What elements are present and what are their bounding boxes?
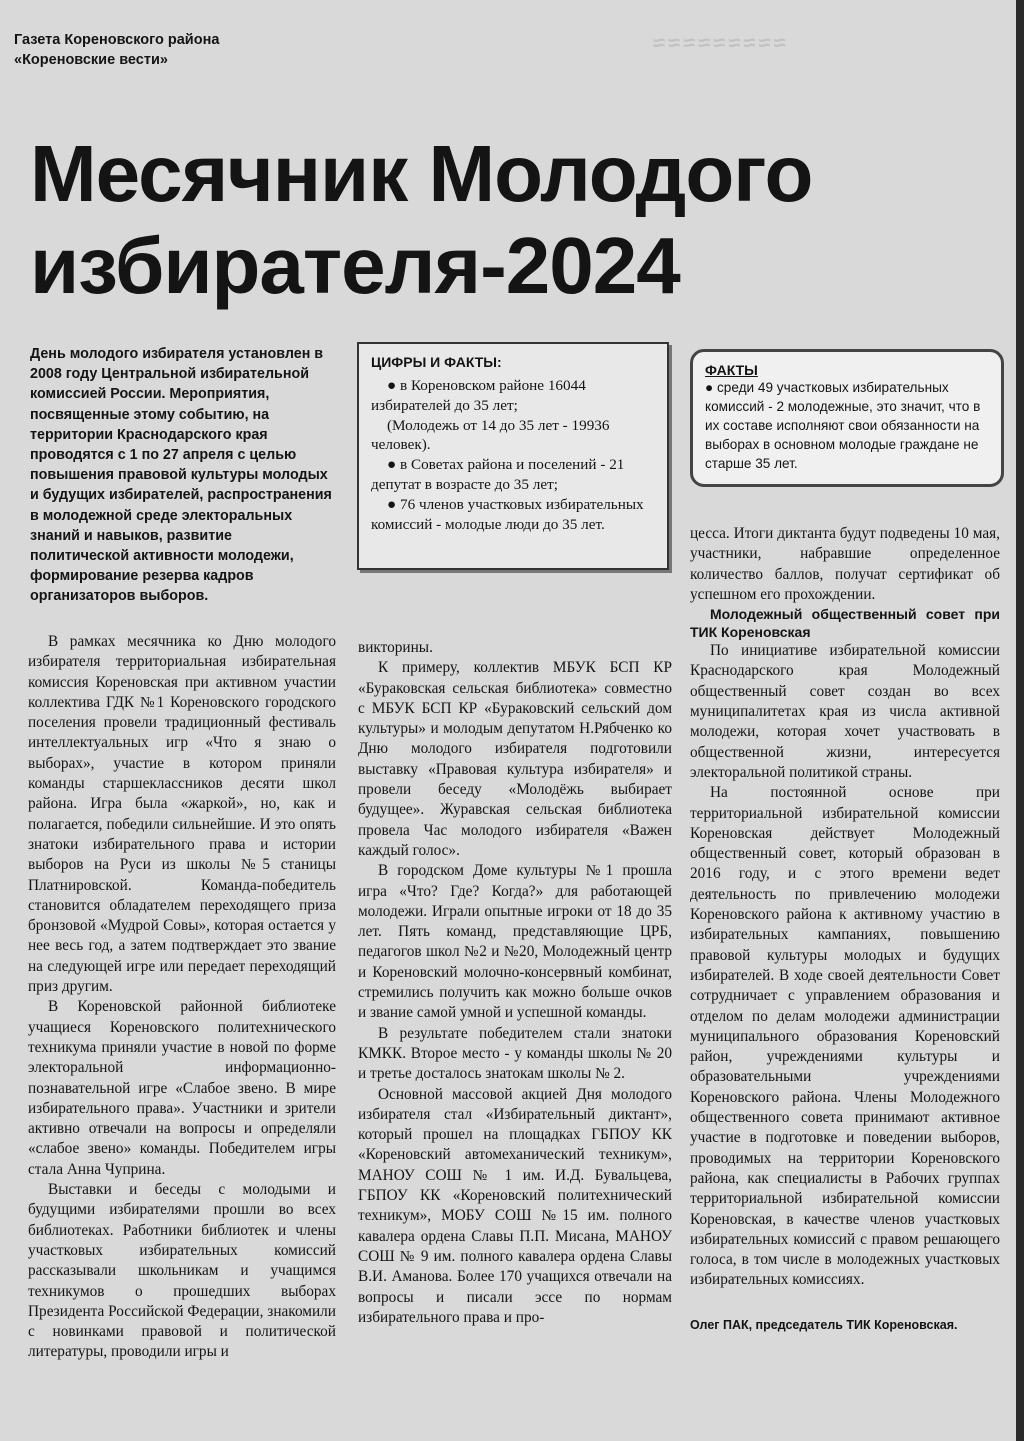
show-through-print: ≈≈≈≈≈≈≈≈≈ — [650, 30, 786, 55]
paragraph: В результате победителем стали знатоки КМКК. Второе место - у команды школы № 20 и третье досталось знатокам школы № 2. — [358, 1024, 672, 1083]
figures-facts-title: ЦИФРЫ И ФАКТЫ: — [371, 354, 502, 370]
paragraph: цесса. Итоги диктанта будут подведены 10 мая, участники, набравшие определенное количество баллов, получат сертификат об успешном его прохождении. — [690, 525, 1000, 603]
article-column-3 — [690, 524, 1000, 1333]
headline-line-2: избирателя-2024 — [30, 221, 680, 310]
author-signature: Олег ПАК, председатель ТИК Кореновская. — [690, 1317, 958, 1332]
fact-item: ● 76 членов участковых избирательных комиссий - молодые люди до 35 лет. — [371, 495, 644, 533]
facts-title: ФАКТЫ — [705, 362, 758, 378]
masthead-line-1: Газета Кореновского района — [14, 32, 220, 48]
article-lead: День молодого избирателя установлен в 2008 году Центральной избирательной комиссией России. Мероприятия, посвященные этому событию, на территории Краснодарского края проводятся с 1 по 27 апреля с целью повышения правовой культуры молодых и будущих избирателей, распространения в молодежной среде электоральных знаний и навыков, развитие политической активности молодежи, формирование резерва кадров организаторов выборов. — [30, 346, 332, 605]
fact-note: (Молодежь от 14 до 35 лет - 19936 человек). — [371, 416, 610, 454]
fact-item: ● в Кореновском районе 16044 избирателей до 35 лет; — [371, 377, 586, 414]
paragraph: Основной массовой акцией Дня молодого избирателя стал «Избирательный диктант», который прошел на площадках ГБПОУ КК «Кореновский автомеханический техникум», МАНОУ СОШ № 1 им. И.Д. Бувальцева, ГБПОУ КК «Кореновский политехнический техникум», МОБУ СОШ №15 им. полного кавалера ордена Славы П.П. Мисана, МАНОУ СОШ № 9 им. полного кавалера ордена Славы В.И. Аманова. Более 170 учащихся отвечали на вопросы и писали эссе по нормам избирательного права и про- — [358, 1085, 672, 1326]
section-subheading: Молодежный общественный совет при ТИК Кореновская — [690, 606, 1000, 641]
paragraph: В рамках месячника ко Дню молодого избирателя территориальная избирательная комиссия Кореновская при активном участии коллектива ГДК №1 Кореновского городского поселения провели традиционный фестиваль интеллектуальных игр «Что я знаю о выборах», участие в котором приняли команды старшеклассников десяти школ района. Игра была «жаркой», но, как и полагается, победили сильнейшие. И это опять знатоки избирательного права и истории выборов на Руси из школы №5 станицы Платнировской. Команда-победитель становится обладателем переходящего приза бронзовой «Мудрой Совы», которая остается у нее весь год, а затем подтверждает это звание на следующей игре или передает переходящий приз другим. — [28, 633, 336, 996]
article-column-1 — [28, 632, 336, 1363]
figures-facts-box — [357, 342, 669, 570]
facts-text: ● среди 49 участковых избирательных комиссий - 2 молодежные, это значит, что в их составе исполняют свои обязанности на выборах в основном молодые граждане не старше 35 лет. — [705, 380, 981, 471]
paragraph: На постоянной основе при территориальной избирательной комиссии Кореновская действует Молодежный общественный совет, который образован в 2016 году, и с этого времени ведет деятельность по привлечению молодежи Кореновского района к активному участию в избирательных кампаниях, повышению правовой культуры молодых и будущих избирателей. В ходе своей деятельности Совет сотрудничает с управлением образования и отделом по делам молодежи администрации муниципального образования Кореновский район, учреждениями культуры и образовательными учреждениями Кореновского района. Члены Молодежного общественного совета принимают активное участие в подготовке и поведении выборов, проводимых на территории Кореновского района, как специалисты в Рабочих группах территориальной избирательной комиссии Кореновская, в качестве членов участковых избирательных комиссий с правом решающего голоса, в том числе в молодежных участковых избирательных комиссиях. — [690, 784, 1000, 1289]
paragraph: викторины. — [358, 639, 433, 656]
fact-item: ● в Советах района и поселений - 21 депутат в возрасте до 35 лет; — [371, 456, 625, 493]
masthead-line-2: «Кореновские вести» — [14, 52, 168, 68]
facts-box — [690, 349, 1004, 487]
paragraph: Выставки и беседы с молодыми и будущими избирателями прошли во всех библиотеках. Работники библиотек и члены участковых избирательных комиссий рассказывали школьникам и учащимся техникумов о прошедших выборах Президента Российской Федерации, знакомили с новинками правовой и политической литературы, проводили игры и — [28, 1181, 336, 1361]
paragraph: По инициативе избирательной комиссии Краснодарского края Молодежный общественный совет создан во всех муниципалитетах края из числа активной молодежи, которая хочет участвовать в общественной жизни, интересуется электоральной политикой страны. — [690, 642, 1000, 781]
newspaper-masthead — [14, 30, 219, 70]
article-column-2 — [358, 638, 672, 1328]
article-headline — [30, 128, 970, 312]
page-edge-shadow — [1016, 0, 1024, 1441]
headline-line-1: Месячник Молодого — [30, 129, 813, 218]
paragraph: К примеру, коллектив МБУК БСП КР «Бураковская сельская библиотека» совместно с МБУК БСП КР «Бураковский сельский дом культуры» и молодым депутатом Н.Рябченко ко Дню молодого избирателя подготовили выставку «Правовая культура избирателя» и провели беседу «Молодёжь выбирает будущее». Журавская сельская библиотека провела Час молодого избирателя «Важен каждый голос». — [358, 659, 672, 859]
paragraph: В Кореновской районной библиотеке учащиеся Кореновского политехнического техникума приняли участие в новой по форме электоральной информационно-познавательной игре «Слабое звено. В мире избирательного права». Участники и зрители активно отвечали на вопросы и определяли «слабое звено» команды. Победителем игры стала Анна Чуприна. — [28, 998, 336, 1178]
paragraph: В городском Доме культуры №1 прошла игра «Что? Где? Когда?» для работающей молодежи. Играли опытные игроки от 18 до 35 лет. Пять команд, представляющие ЦРБ, педагогов школ №2 и №20, Молодежный центр и Кореновский молочно-консервный комбинат, стремились получить как можно больше очков и звание самой умной и успешной команды. — [358, 862, 672, 1022]
